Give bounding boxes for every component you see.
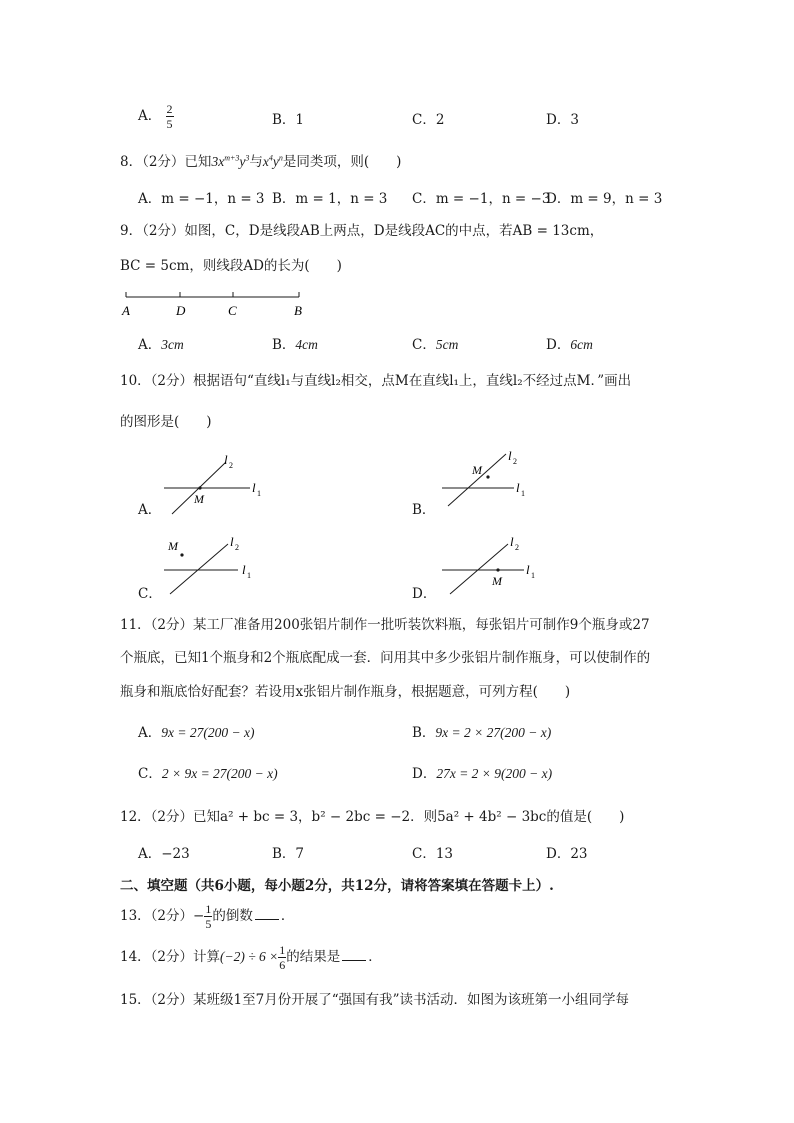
label-d: D <box>176 303 186 318</box>
q10-figure-a <box>160 448 280 518</box>
option-text: −23 <box>161 846 190 862</box>
punctuation: ． <box>368 949 382 965</box>
q10-option-a-letter: A． <box>138 502 162 518</box>
question-prefix: 13．（2分） <box>120 908 194 924</box>
term-exponent: 3 <box>245 153 250 163</box>
q8-option-c <box>412 187 550 207</box>
q10-stem-line2: 的图形是( ) <box>120 414 212 430</box>
option-text: m = −1，n = 3 <box>161 191 265 207</box>
term-base: 3x <box>211 154 225 169</box>
denominator: 5 <box>205 917 212 931</box>
label-l1-sub: 1 <box>531 571 535 580</box>
question-text: 的结果是 <box>286 949 341 965</box>
option-text: 13 <box>435 846 454 862</box>
question-prefix: 14．（2分）计算 <box>120 949 221 965</box>
q8-option-b <box>272 187 387 207</box>
option-letter: A． <box>138 108 162 124</box>
question-text: 的倒数 <box>212 908 253 924</box>
line-l2 <box>170 544 228 594</box>
label-l1-sub: 1 <box>521 489 525 498</box>
q15-stem: 15．（2分）某班级1至7月份开展了“强国有我”读书活动．如图为该班第一小组同学每 <box>120 992 629 1008</box>
q10-stem-line1: 10．（2分）根据语句“直线l₁与直线l₂相交，点M在直线l₁上，直线l₂不经过点M．”画出 <box>120 373 632 389</box>
q9-option-b <box>272 333 318 353</box>
q7-option-b <box>272 108 304 128</box>
q10-figure-d <box>436 530 556 600</box>
q9-segment-figure <box>118 288 318 320</box>
option-letter: D． <box>546 112 571 128</box>
label-l2-sub: 2 <box>235 543 239 552</box>
q11-option-d <box>412 762 552 782</box>
q9-option-a <box>138 333 184 353</box>
q10-option-c-letter: C． <box>138 586 162 602</box>
label-a: A <box>122 303 130 318</box>
option-text: 1 <box>295 112 305 128</box>
option-text: 4cm <box>295 337 318 352</box>
option-text: 6cm <box>570 337 593 352</box>
stem-text: 是同类项，则( ) <box>282 154 402 170</box>
label-m: M <box>492 574 502 588</box>
option-letter: B． <box>272 337 296 353</box>
option-text: 7 <box>295 846 305 862</box>
label-l2: l <box>224 452 228 467</box>
q9-option-d <box>546 333 593 353</box>
q8-stem <box>120 150 401 170</box>
option-letter: C． <box>412 112 436 128</box>
q9-stem-line2: BC = 5cm，则线段AD的长为( ) <box>120 258 342 274</box>
denominator: 6 <box>279 958 286 972</box>
label-m: M <box>168 539 178 553</box>
term-exponent: m+3 <box>224 153 240 163</box>
q12-option-c <box>412 842 453 862</box>
expression: (−2) ÷ 6 × <box>220 949 279 964</box>
q10-option-d-letter: D． <box>412 586 437 602</box>
q10-figure-b <box>436 448 556 518</box>
q11-stem-line2: 个瓶底，已知1个瓶身和2个瓶底配成一套．问用其中多少张铝片制作瓶身，可以使制作的 <box>120 650 651 666</box>
q11-option-c <box>138 762 278 782</box>
label-m: M <box>194 492 204 506</box>
q13-stem <box>120 902 294 931</box>
term-base: y <box>239 154 246 169</box>
q12-option-d <box>546 842 588 862</box>
option-text: 27x = 2 × 9(200 − x) <box>436 766 553 781</box>
point-m <box>486 475 489 478</box>
option-letter: C． <box>412 337 436 353</box>
option-letter: B． <box>272 191 296 207</box>
option-letter: D． <box>546 191 571 207</box>
q7-option-d <box>546 108 579 128</box>
label-l1: l <box>526 562 530 577</box>
q11-option-b <box>412 721 551 741</box>
fraction <box>166 102 174 131</box>
term-base: y <box>272 154 279 169</box>
q11-stem-line3: 瓶身和瓶底恰好配套？若设用x张铝片制作瓶身，根据题意，可列方程( ) <box>120 684 571 700</box>
label-c: C <box>228 303 237 318</box>
option-text: 9x = 27(200 − x) <box>161 725 255 740</box>
q12-stem: 12．（2分）已知a² + bc = 3，b² − 2bc = −2．则5a² + 4b² − 3bc的值是( ) <box>120 809 625 825</box>
option-text: 2 <box>435 112 445 128</box>
term-2 <box>263 154 283 169</box>
label-l2: l <box>230 534 234 549</box>
label-l1: l <box>242 562 246 577</box>
label-l2: l <box>510 534 514 549</box>
option-text: 23 <box>570 846 588 862</box>
q11-stem-line1: 11．（2分）某工厂准备用200张铝片制作一批听装饮料瓶，每张铝片可制作9个瓶身或27 <box>120 617 650 633</box>
q7-option-a <box>138 102 174 131</box>
numerator: 1 <box>279 943 286 957</box>
line-l2 <box>448 454 506 506</box>
q9-option-c <box>412 333 458 353</box>
punctuation: ． <box>280 908 295 924</box>
option-text: m = 9，n = 3 <box>570 191 663 207</box>
stem-text: 已知 <box>184 154 212 170</box>
option-letter: A． <box>138 846 162 862</box>
label-b: B <box>294 303 302 318</box>
q8-option-a <box>138 187 265 207</box>
q14-stem <box>120 943 382 972</box>
option-letter: B． <box>272 112 296 128</box>
label-l2-sub: 2 <box>229 461 233 470</box>
term-base: x <box>262 154 269 169</box>
label-l2-sub: 2 <box>515 543 519 552</box>
option-letter: C． <box>138 766 162 782</box>
option-letter: B． <box>412 725 436 741</box>
q10-option-b-letter: B． <box>412 502 436 518</box>
q7-option-c <box>412 108 444 128</box>
label-l2-sub: 2 <box>513 457 517 466</box>
q12-option-a <box>138 842 190 862</box>
label-l1-sub: 1 <box>247 571 251 580</box>
point-m <box>198 486 201 489</box>
stem-text: 与 <box>249 154 263 170</box>
option-text: 9x = 2 × 27(200 − x) <box>435 725 552 740</box>
term-exponent: n <box>278 153 283 163</box>
answer-blank[interactable] <box>255 909 279 920</box>
option-letter: C． <box>412 846 436 862</box>
denominator: 5 <box>166 117 173 131</box>
term-1 <box>211 154 249 169</box>
label-l1: l <box>252 480 256 495</box>
option-letter: A． <box>138 337 162 353</box>
answer-blank[interactable] <box>342 950 366 961</box>
label-l1-sub: 1 <box>257 489 261 498</box>
option-text: 5cm <box>435 337 459 352</box>
q12-option-b <box>272 842 304 862</box>
option-letter: A． <box>138 725 162 741</box>
q9-stem-line1: 9．（2分）如图，C，D是线段AB上两点，D是线段AC的中点，若AB = 13cm， <box>120 223 604 239</box>
question-number: 8． <box>120 154 143 170</box>
label-m: M <box>472 463 482 477</box>
numerator: 1 <box>205 902 212 916</box>
option-text: 2 × 9x = 27(200 − x) <box>161 766 278 781</box>
option-text: m = −1，n = −3 <box>435 191 551 207</box>
q10-figure-c <box>160 530 280 600</box>
question-score: （2分） <box>142 154 185 170</box>
option-text: 3cm <box>161 337 184 352</box>
option-letter: B． <box>272 846 296 862</box>
label-l2: l <box>508 448 512 463</box>
q8-option-d <box>546 187 662 207</box>
label-l1: l <box>516 480 520 495</box>
option-text: 3 <box>570 112 579 128</box>
option-letter: D． <box>412 766 437 782</box>
option-text: m = 1，n = 3 <box>295 191 388 207</box>
term-exponent: 4 <box>268 153 273 163</box>
option-letter: A． <box>138 191 162 207</box>
sign: − <box>193 908 205 924</box>
option-letter: D． <box>546 337 571 353</box>
point-m <box>180 553 183 556</box>
section-heading: 二、填空题（共6小题，每小题2分，共12分，请将答案填在答题卡上）. <box>120 878 554 894</box>
point-m <box>496 568 499 571</box>
numerator: 2 <box>166 102 173 116</box>
option-letter: D． <box>546 846 571 862</box>
q11-option-a <box>138 721 254 741</box>
option-letter: C． <box>412 191 436 207</box>
